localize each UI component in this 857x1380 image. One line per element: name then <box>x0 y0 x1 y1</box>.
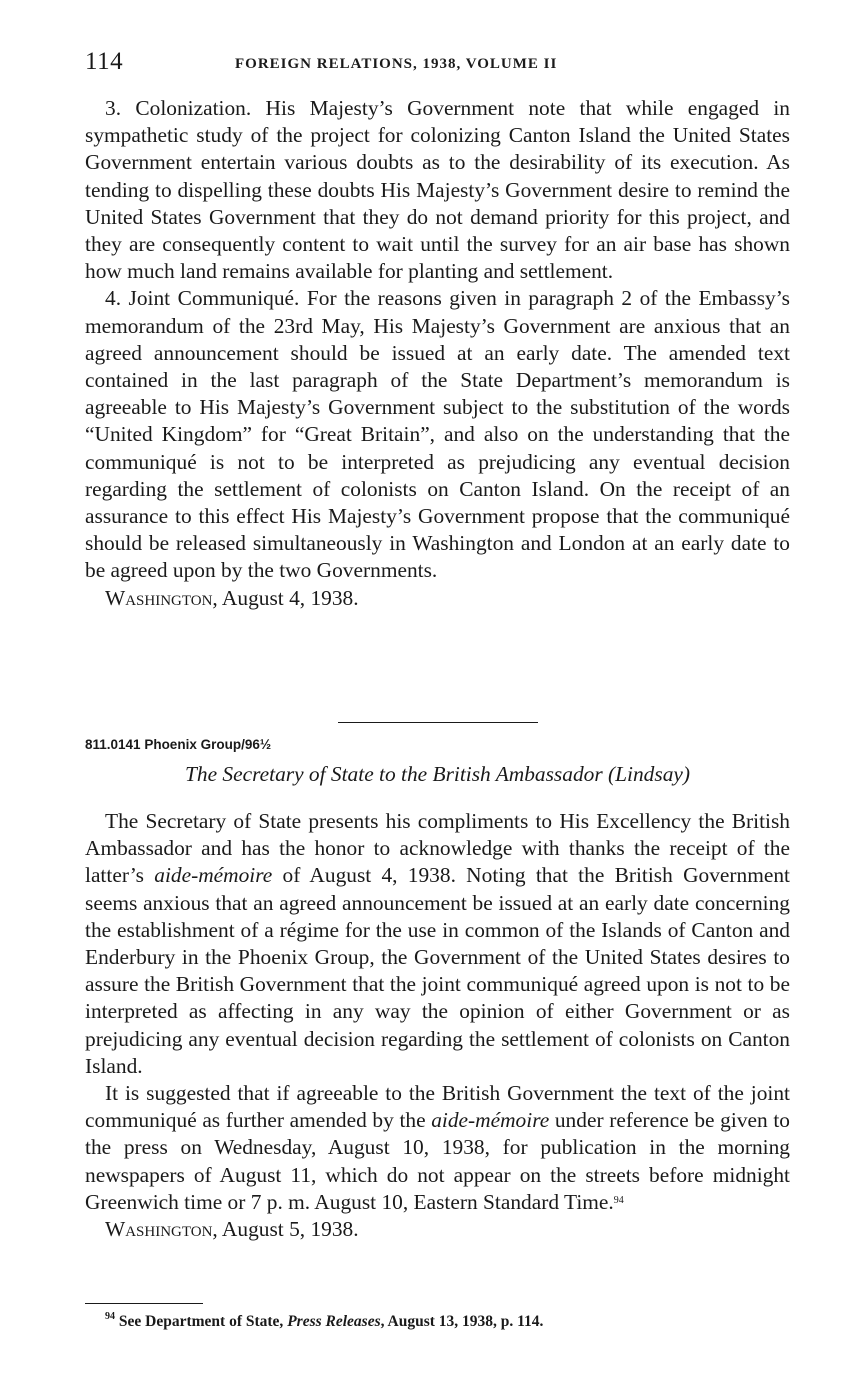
page-number: 114 <box>85 48 124 75</box>
paragraph-text: The Secretary of State presents his compliments to His Excellency the British Ambassador and has the honor to acknowledge with thanks the receipt of the latter’s <box>85 809 790 888</box>
paragraph-text: It is suggested that if agreeable to the British Government the text of the joint communiqué as further amended by the <box>85 1081 790 1133</box>
signoff-place: Washington <box>105 585 213 610</box>
italic-term: aide-mémoire <box>154 863 273 888</box>
footnote-marker: 94 <box>105 1311 115 1322</box>
document-title: The Secretary of State to the British Ambassador (Lindsay) <box>184 762 691 786</box>
footnote-italic: Press Releases <box>287 1313 381 1330</box>
signoff-date: , August 5, 1938. <box>212 1217 359 1242</box>
first-document-signoff <box>85 585 790 612</box>
signoff-place: Washington <box>105 1217 213 1242</box>
paragraph-acknowledgement <box>85 808 790 1080</box>
file-reference: 811.0141 Phoenix Group/96½ <box>85 737 272 752</box>
page-header <box>85 44 790 84</box>
first-document-body <box>85 95 790 612</box>
section-divider <box>338 722 538 723</box>
second-document-body <box>85 808 790 1243</box>
footnote-divider <box>85 1303 203 1304</box>
paragraph-suggestion <box>85 1080 790 1216</box>
second-document-signoff <box>85 1216 790 1243</box>
footnote-text: , August 13, 1938, p. 114. <box>380 1313 544 1330</box>
italic-term: aide-mémoire <box>431 1108 550 1133</box>
signoff-date: , August 4, 1938. <box>212 585 359 610</box>
footnote-text: See Department of State, <box>115 1313 288 1330</box>
paragraph-joint-communique: 4. Joint Communiqué. For the reasons given in paragraph 2 of the Embassy’s memorandum of the 23rd May, His Majesty’s Government are anxious that an agreed announcement should be issued at an early date. The amended text contained in the last paragraph of the State Department’s memorandum is agreeable to His Majesty’s Government subject to the substitution of the words “United Kingdom” for “Great Britain”, and also on the understanding that the communiqué is not to be interpreted as prejudicing any eventual decision regarding the settlement of colonists on Canton Island. On the receipt of an assurance to this effect His Majesty’s Government propose that the communiqué should be released simultaneously in Washington and London at an early date to be agreed upon by the two Governments. <box>85 286 790 583</box>
running-head: FOREIGN RELATIONS, 1938, VOLUME II <box>235 56 558 72</box>
paragraph-text: of August 4, 1938. Noting that the British Government seems anxious that an agreed announcement be issued at an early date concerning the establishment of a régime for the use in common of the Islands of Canton and Enderbury in the Phoenix Group, the Government of the United States desires to assure the British Government that the joint communiqué agreed upon is not to be interpreted as affecting in any way the opinion of either Government or as prejudicing any eventual decision regarding the settlement of colonists on Canton Island. <box>85 863 790 1078</box>
footnote-reference: 94 <box>613 1194 624 1206</box>
paragraph-text: under reference be given to the press on Wednesday, August 10, 1938, for publication in the morning newspapers of August 11, which do not appear on the streets before midnight Greenwich time or 7 p. m. August 10, Eastern Standard Time. <box>85 1108 790 1214</box>
footnote <box>105 1313 795 1331</box>
paragraph-colonization: 3. Colonization. His Majesty’s Government note that while engaged in sympathetic study of the project for colonizing Canton Island the United States Government entertain various doubts as to the desirability of its execution. As tending to dispelling these doubts His Majesty’s Government desire to remind the United States Government that they do not demand priority for this project, and they are consequently content to wait until the survey for an air base has shown how much land remains available for planting and settlement. <box>85 96 790 284</box>
